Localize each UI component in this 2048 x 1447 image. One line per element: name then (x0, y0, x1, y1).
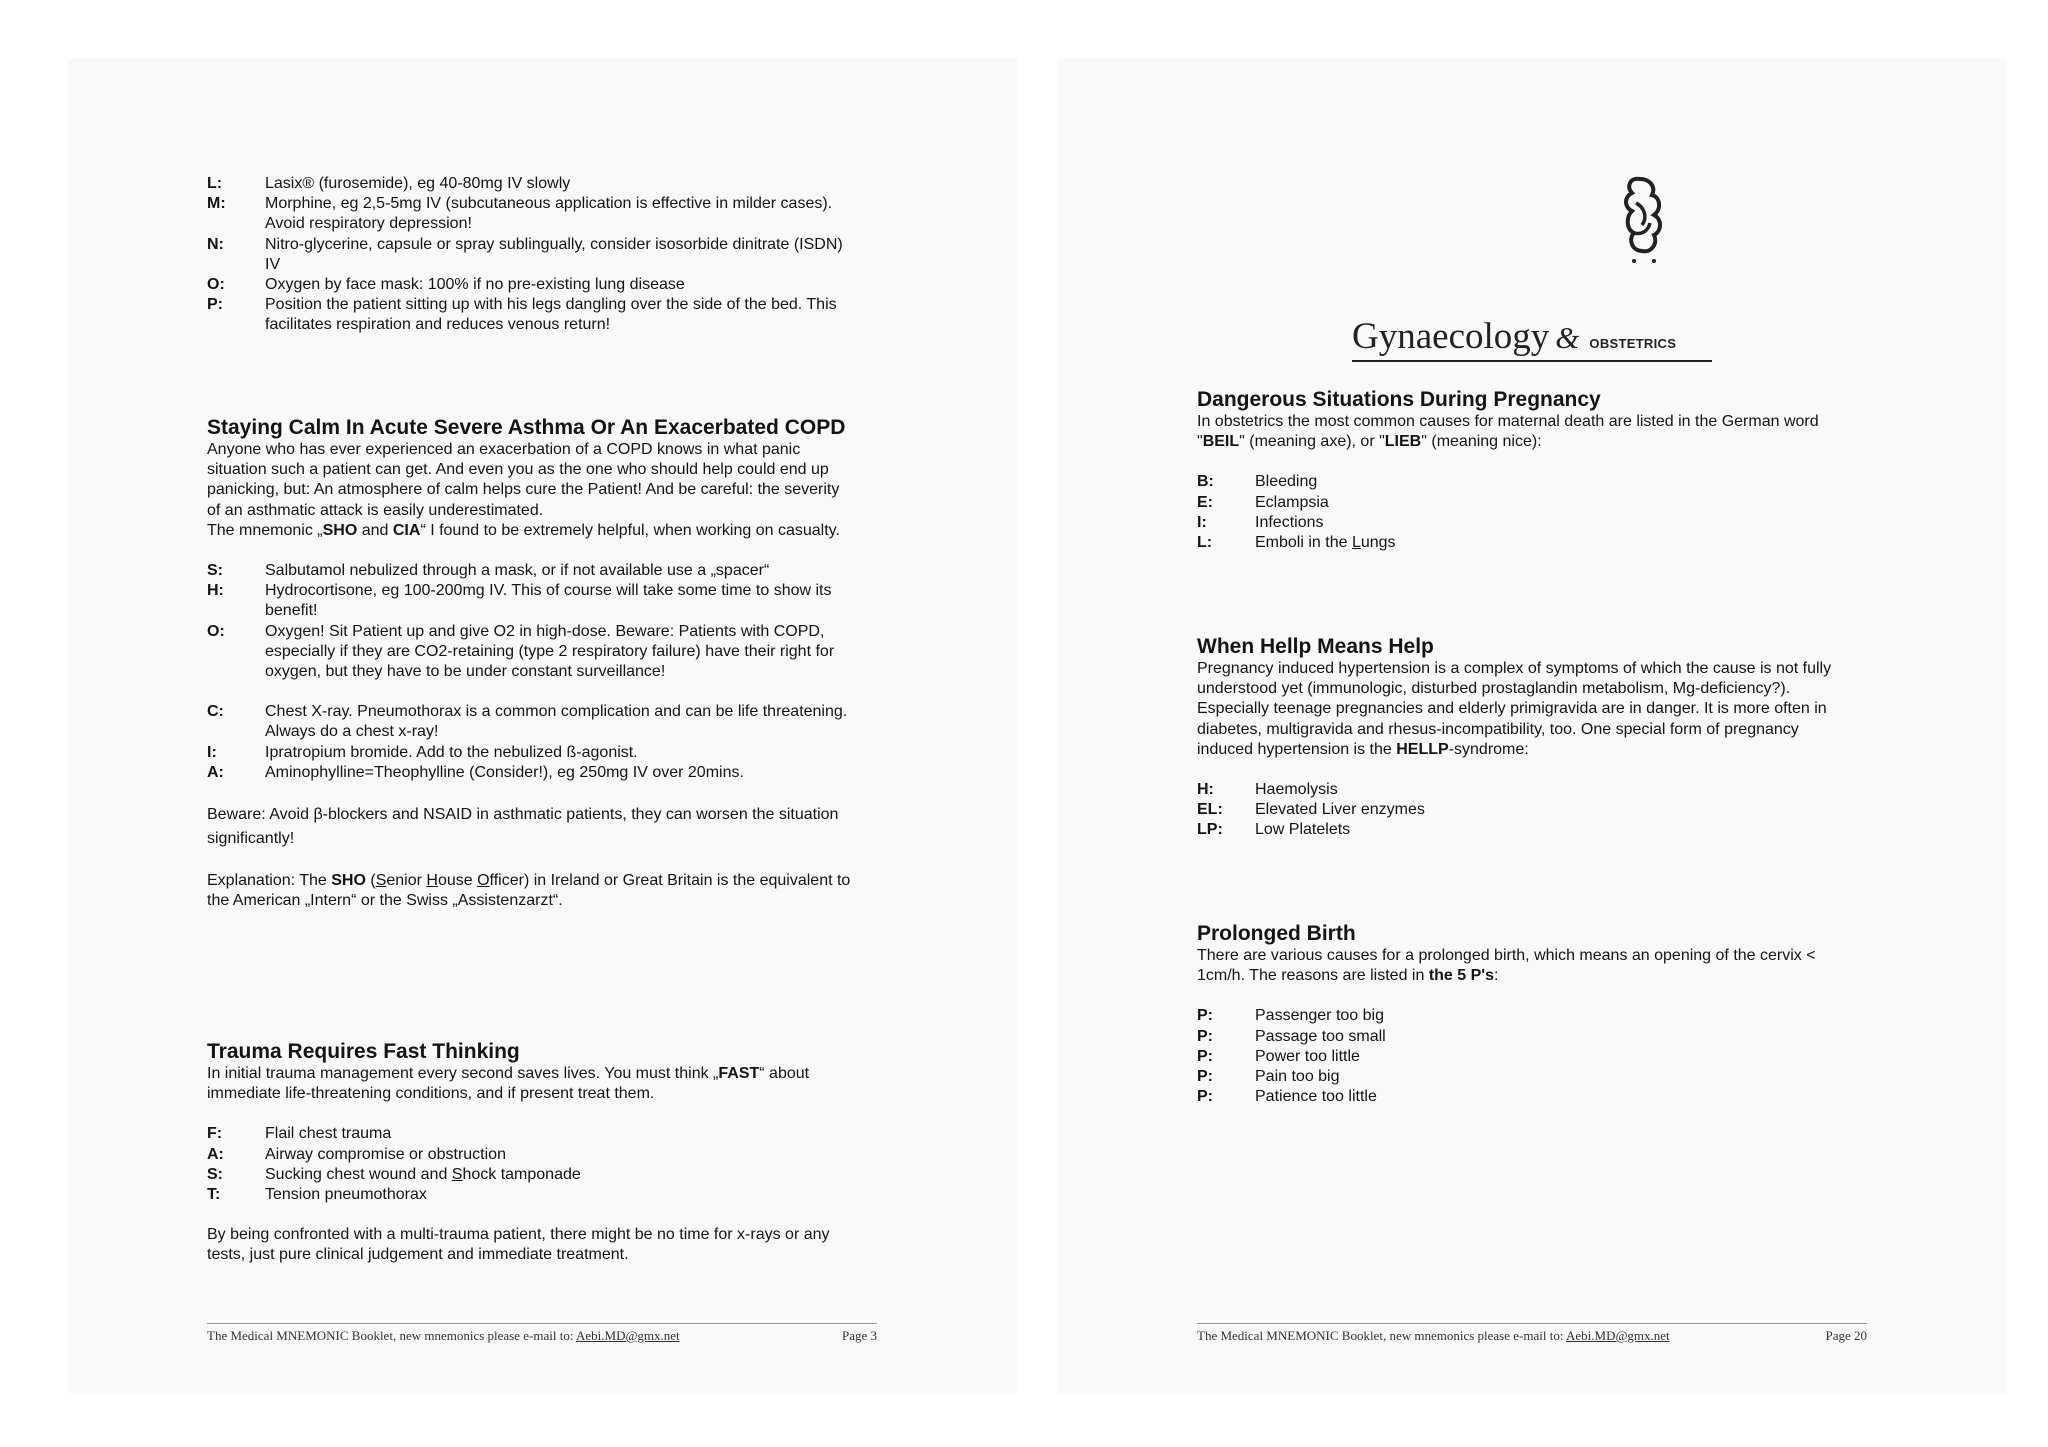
list-text: Aminophylline=Theophylline (Consider!), eg 250mg IV over 20mins. (265, 763, 744, 781)
list-text: Hydrocortisone, eg 100-200mg IV. This of course will take some time to show its benefit! (265, 582, 832, 620)
list-text: Patience too little (1255, 1088, 1377, 1106)
list-item (1197, 513, 1857, 533)
text-run: ( (365, 872, 376, 890)
logo-ampersand: & (1555, 320, 1580, 355)
email-link[interactable]: Aebi.MD@gmx.net (575, 1328, 680, 1343)
list-text: Chest X-ray. Pneumothorax is a common complication and can be life threatening. Always do a chest x-ray! (265, 703, 848, 741)
list-item (207, 702, 857, 742)
list-text: Low Platelets (1255, 821, 1351, 839)
list-text: Bleeding (1255, 473, 1318, 491)
list-key: EL: (1197, 801, 1223, 819)
list-item (207, 1145, 857, 1165)
underlined-letter: S (451, 1165, 463, 1183)
lmnop-list (207, 174, 857, 336)
list-text: Position the patient sitting up with his legs dangling over the side of the bed. This facilitates respiration and reduces venous return! (265, 296, 837, 334)
list-item (1197, 1047, 1857, 1067)
text-run: The mnemonic „ (207, 521, 323, 539)
list-item (207, 235, 857, 275)
list-text: Haemolysis (1255, 781, 1338, 799)
list-text: Elevated Liver enzymes (1255, 801, 1425, 819)
list-key: B: (1197, 473, 1214, 491)
list-key: P: (1197, 1007, 1213, 1025)
danger-section (1197, 388, 1857, 553)
list-item (1197, 820, 1857, 840)
email-link[interactable]: Aebi.MD@gmx.net (1565, 1328, 1670, 1343)
list-key: I: (1197, 513, 1207, 531)
text-run: : (1494, 967, 1499, 985)
list-key: T: (207, 1186, 221, 1204)
text-run: " (meaning nice): (1421, 433, 1542, 451)
text-run: There are various causes for a prolonged birth, which means an opening of the cervix < 1cm/h. The reasons are listed in (1197, 947, 1816, 985)
list-text: Passenger too big (1255, 1007, 1384, 1025)
list-key: E: (1197, 493, 1213, 511)
underlined-letter: H (426, 872, 438, 890)
closing-note: By being confronted with a multi-trauma patient, there might be no time for x-rays or any tests, just pure clinical judgement and immediate treatment. (207, 1226, 830, 1264)
list-key: LP: (1197, 821, 1223, 839)
list-item (1197, 493, 1857, 513)
list-text: Eclampsia (1255, 493, 1329, 511)
list-key: A: (207, 1145, 224, 1163)
list-key: P: (1197, 1088, 1213, 1106)
bold-term: SHO (331, 872, 366, 890)
list-item (1197, 472, 1857, 492)
text-run: “ I found to be extremely helpful, when working on casualty. (420, 521, 840, 539)
underlined-letter: S (375, 872, 387, 890)
list-text: Morphine, eg 2,5-5mg IV (subcutaneous application is effective in milder cases). Avoid respiratory depression! (265, 195, 833, 233)
logo-word: Gynaecology (1352, 316, 1550, 357)
list-text: Flail chest trauma (265, 1125, 392, 1143)
section-intro (1197, 659, 1857, 760)
page-footer (207, 1323, 877, 1344)
bold-term: HELLP (1396, 740, 1449, 758)
list-text: Power too little (1255, 1047, 1360, 1065)
section-heading: Dangerous Situations During Pregnancy (1197, 388, 1601, 411)
list-item (207, 1124, 857, 1144)
hellp-list (1197, 780, 1857, 841)
list-key: P: (1197, 1068, 1213, 1086)
section-heading: Prolonged Birth (1197, 922, 1356, 945)
bold-term: CIA (392, 521, 421, 539)
list-text: Lasix® (furosemide), eg 40-80mg IV slowly (265, 175, 571, 192)
text-run: enior (386, 872, 427, 890)
list-text: Airway compromise or obstruction (265, 1145, 506, 1163)
beware-note: Beware: Avoid β-blockers and NSAID in asthmatic patients, they can worsen the situation significantly! (207, 806, 839, 848)
list-key: C: (207, 703, 224, 721)
list-item (1197, 780, 1857, 800)
lmnop-list-block (207, 174, 857, 336)
text-run: Pregnancy induced hypertension is a complex of symptoms of which the cause is not fully understood yet (immunologic, disturbed prostaglandin metabolism, Mg-deficiency?). Especially teenage pregnancies and elderly primigravida are in danger. It is more often in diabetes, multigravida and rhesus-incompatibility, too. One special form of pregnancy induced hypertension is the (1197, 660, 1832, 758)
text-run: -syndrome: (1448, 740, 1529, 758)
underlined-letter: O (477, 872, 490, 890)
birth-section (1197, 922, 1857, 1107)
document-page-20 (1057, 58, 2007, 1393)
section-intro (1197, 946, 1857, 986)
footer-text (1197, 1328, 1670, 1344)
section-heading: Trauma Requires Fast Thinking (207, 1040, 520, 1063)
list-key: H: (1197, 781, 1214, 799)
list-key: L: (207, 175, 223, 192)
text-run: and (357, 521, 393, 539)
list-text: Salbutamol nebulized through a mask, or if not available use a „spacer“ (265, 562, 770, 580)
asthma-section (207, 416, 857, 911)
underlined-letter: L (1351, 534, 1361, 552)
beil-list (1197, 472, 1857, 553)
text-run: The Medical MNEMONIC Booklet, new mnemonics please e-mail to: (207, 1328, 576, 1343)
list-text: Oxygen by face mask: 100% if no pre-existing lung disease (265, 276, 685, 294)
list-key: S: (207, 562, 223, 580)
list-text: Nitro-glycerine, capsule or spray sublingually, consider isosorbide dinitrate (ISDN) IV (265, 235, 843, 273)
list-item (207, 622, 857, 683)
text-run: Explanation: The (207, 872, 332, 890)
list-item (1197, 800, 1857, 820)
mother-child-icon (1612, 173, 1672, 268)
list-key: F: (207, 1125, 223, 1143)
section-intro (1197, 412, 1857, 452)
text-run: ouse (437, 872, 478, 890)
list-item (1197, 1087, 1857, 1107)
list-text: Ipratropium bromide. Add to the nebulized ß-agonist. (265, 743, 638, 761)
mnemonic-line (207, 521, 857, 541)
list-key: O: (207, 622, 225, 640)
list-key: L: (1197, 534, 1213, 552)
text-run: fficer (489, 872, 524, 890)
text-run: “ about immediate life-threatening conditions, and if present treat them. (207, 1065, 810, 1103)
list-key: A: (207, 763, 224, 781)
sho-list (207, 561, 857, 682)
list-item (207, 1165, 857, 1185)
fast-list (207, 1124, 857, 1205)
text-run: The Medical MNEMONIC Booklet, new mnemonics please e-mail to: (1197, 1328, 1566, 1343)
logo-title (1352, 315, 1676, 358)
text-run: In initial trauma management every second saves lives. You must think „ (207, 1065, 719, 1082)
list-item (1197, 1027, 1857, 1047)
bold-term: SHO (322, 521, 358, 539)
page-number: Page 3 (841, 1328, 877, 1343)
bold-term: the 5 P's (1428, 967, 1494, 985)
list-key: P: (1197, 1027, 1213, 1045)
bold-term: LIEB (1384, 433, 1422, 451)
list-item (207, 174, 857, 194)
list-item (207, 763, 857, 783)
list-text: Pain too big (1255, 1068, 1340, 1086)
section-heading: Staying Calm In Acute Severe Asthma Or An Exacerbated COPD (207, 416, 846, 439)
bold-term: BEIL (1202, 433, 1240, 451)
list-item (207, 581, 857, 621)
text-run: hock tamponade (462, 1165, 581, 1183)
page-number: Page 20 (1825, 1328, 1867, 1343)
text-run: ) in Ireland or Great Britain is the equivalent to the American „Intern“ or the Swiss „Assistenzarzt“. (207, 872, 851, 910)
logo-subtitle: OBSTETRICS (1589, 336, 1677, 351)
list-item (207, 743, 857, 763)
list-item (1197, 1006, 1857, 1026)
list-text: Tension pneumothorax (265, 1186, 427, 1204)
five-p-list (1197, 1006, 1857, 1107)
list-text: Infections (1255, 513, 1324, 531)
list-text: Passage too small (1255, 1027, 1386, 1045)
list-key: O: (207, 276, 225, 294)
list-key: M: (207, 195, 226, 213)
text-run: In obstetrics the most common causes for maternal death are listed in the German word " (1197, 413, 1819, 451)
footer-text (207, 1328, 680, 1344)
text-run: " (meaning axe), or " (1239, 433, 1385, 451)
list-key: H: (207, 582, 224, 600)
list-item (207, 295, 857, 335)
list-item (207, 275, 857, 295)
list-text (265, 1165, 857, 1185)
text-run: ungs (1360, 534, 1396, 552)
section-heading: When Hellp Means Help (1197, 635, 1434, 658)
list-key: N: (207, 235, 224, 253)
list-item (207, 194, 857, 234)
hellp-section (1197, 635, 1857, 841)
section-intro (207, 1064, 857, 1104)
document-page-3 (67, 58, 1017, 1393)
trauma-section (207, 1040, 857, 1266)
text-run: Sucking chest wound and (265, 1165, 452, 1183)
list-key: P: (207, 296, 223, 314)
list-item (207, 1185, 857, 1205)
explanation-note (207, 871, 857, 911)
list-text: Oxygen! Sit Patient up and give O2 in high-dose. Beware: Patients with COPD, especially if they are CO2-retaining (type 2 respiratory failure) have their right for oxygen, but they have to be under constant surveillance! (265, 622, 835, 681)
list-item (1197, 1067, 1857, 1087)
list-text (1255, 533, 1857, 553)
list-item (207, 561, 857, 581)
page-footer (1197, 1323, 1867, 1344)
cia-list (207, 702, 857, 783)
section-logo (1352, 173, 1712, 368)
text-run: Emboli in the (1255, 534, 1352, 552)
list-key: P: (1197, 1047, 1213, 1065)
section-intro: Anyone who has ever experienced an exacerbation of a COPD knows in what panic situation such a patient can get. And even you as the one who should help could end up panicking, but: An atmosphere of calm helps cure the Patient! And be careful: the severity of an asthmatic attack is easily underestimated. (207, 441, 840, 519)
list-key: I: (207, 743, 217, 761)
bold-term: FAST (718, 1065, 760, 1082)
logo-underline (1352, 360, 1712, 362)
list-item (1197, 533, 1857, 553)
list-key: S: (207, 1165, 223, 1183)
